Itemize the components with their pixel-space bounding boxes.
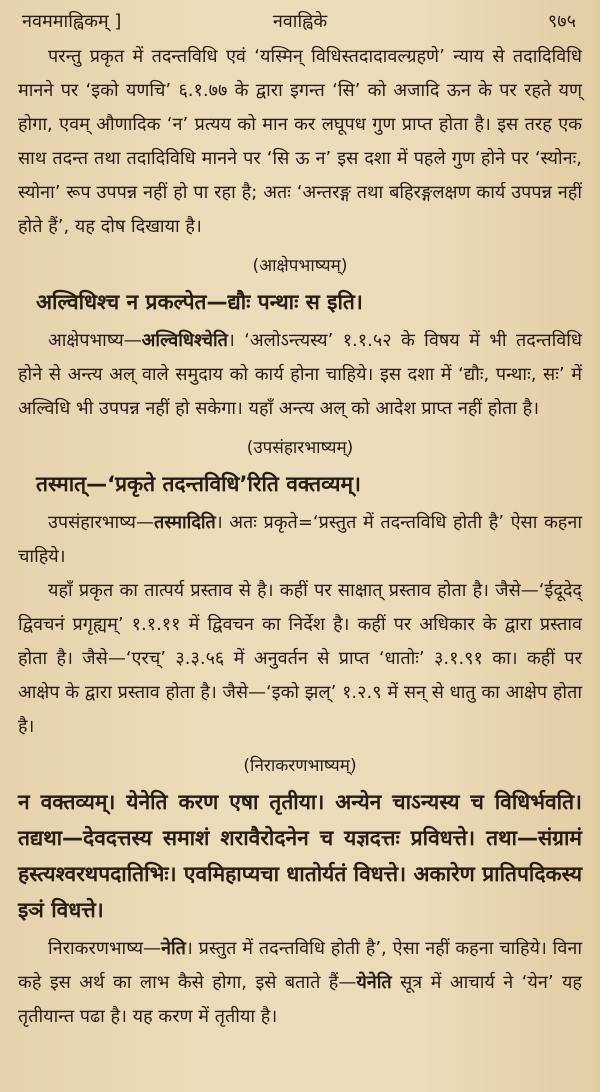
section-heading-nirakarana: (निराकरणभाष्यम्) (243, 756, 357, 776)
page-number: ९७५ (547, 11, 576, 32)
commentary-text: । अतः प्रकृते=‘प्रस्तुत में तदन्तविधि होती है’ ऐसा कहना चाहिये। (18, 512, 582, 567)
paragraph-upasamhara-commentary (18, 506, 582, 574)
sutra-akshepa: अल्विधिश्च न प्रकल्पेत—द्यौः पन्थाः स इति। (36, 290, 363, 314)
paragraph-nirakarana-commentary (18, 932, 582, 1034)
sutra-nirakarana: न वक्तव्यम्। येनेति करण एषा तृतीया। अन्येन चाऽन्यस्य च विधिर्भवति। तद्यथा—देवदत्तस्य समाशं शरावैरोदनेन च यज्ञदत्तः प्रविधत्ते। तथा—संग्रामं हस्त्यश्वरथपदातिभिः। एवमिहाप्यचा धातोर्यतं विधत्ते। अकारेण प्रातिपदिकस्य इञं विधत्ते। (18, 790, 582, 922)
commentary-keyword-2: येनेति (356, 972, 392, 993)
running-header (18, 4, 582, 40)
section-heading-upasamhara: (उपसंहारभाष्यम्) (246, 438, 354, 458)
sutra-upasamhara: तस्मात्—‘प्रकृते तदन्तविधि’रिति वक्तव्यम्। (36, 472, 361, 496)
commentary-text-2: सूत्र में आचार्य ने ‘येन’ यह तृतीयान्त पढा है। यह करण में तृतीया है। (18, 972, 582, 1027)
header-section-title: नवाह्विके (272, 11, 328, 32)
commentary-lead: निराकरणभाष्य— (48, 938, 162, 959)
paragraph-akshepa-commentary (18, 324, 582, 426)
section-heading-akshepa: (आक्षेपभाष्यम्) (252, 256, 348, 276)
header-chapter-title: नवममाह्विकम् ] (22, 11, 122, 32)
commentary-keyword: तस्मादिति (153, 512, 216, 533)
paragraph-prakrita-explanation: यहाँ प्रकृत का तात्पर्य प्रस्ताव से है। कहीं पर साक्षात् प्रस्ताव होता है। जैसे—‘ईदूदेद् द्विवचनं प्रगृह्यम्’ १.१.११ में द्विवचन का निर्देश है। कहीं पर अधिकार के द्वारा प्रस्ताव होता है। जैसे—‘एरच्’ ३.३.५६ में अनुवर्तन से प्राप्त ‘धातोः’ ३.१.९१ का। कहीं पर आक्षेप के द्वारा प्रस्ताव होता है। जैसे—‘इको झल्’ १.२.९ में सन् से धातु का आक्षेप होता है। (18, 580, 582, 737)
commentary-keyword: नेति (161, 938, 186, 959)
commentary-text: । ‘अलोऽन्त्यस्य’ १.१.५२ के विषय में भी तदन्तविधि होने से अन्त्य अल् वाले समुदाय को कार्य होना चाहिये। इस दशा में ‘द्यौः, पन्थाः, सः’ में अल्विधि भी उपपन्न नहीं हो सकेगा। यहाँ अन्त्य अल् को आदेश प्राप्त नहीं होता है। (18, 330, 582, 419)
commentary-text: । प्रस्तुत में तदन्तविधि होती है’, ऐसा नहीं कहना चाहिये। विना कहे इस अर्थ का लाभ कैसे होगा, इसे बताते हैं— (18, 938, 582, 993)
commentary-lead: उपसंहारभाष्य— (48, 512, 154, 533)
commentary-keyword: अल्विधिश्चेति (141, 330, 228, 351)
commentary-lead: आक्षेपभाष्य— (48, 330, 142, 351)
paragraph-intro: परन्तु प्रकृत में तदन्तविधि एवं ‘यस्मिन् विधिस्तदादावल्ग्रहणे’ न्याय से तदादिविधि मानने पर ‘इको यणचि’ ६.१.७७ के द्वारा इगन्त ‘सि’ को अजादि ऊन के पर रहते यण् होगा, एवम् औणादिक ‘न’ प्रत्यय को मान कर लघूपध गुण प्राप्त होता है। इस तरह एक साथ तदन्त तथा तदादिविधि मानने पर ‘सि ऊ न’ इस दशा में पहले गुण होने पर ‘स्योनः, स्योना’ रूप उपपन्न नहीं हो पा रहा है; अतः ‘अन्तरङ्ग तथा बहिरङ्गलक्षण कार्य उपपन्न नहीं होते हैं’, यह दोष दिखाया है। (18, 46, 582, 237)
